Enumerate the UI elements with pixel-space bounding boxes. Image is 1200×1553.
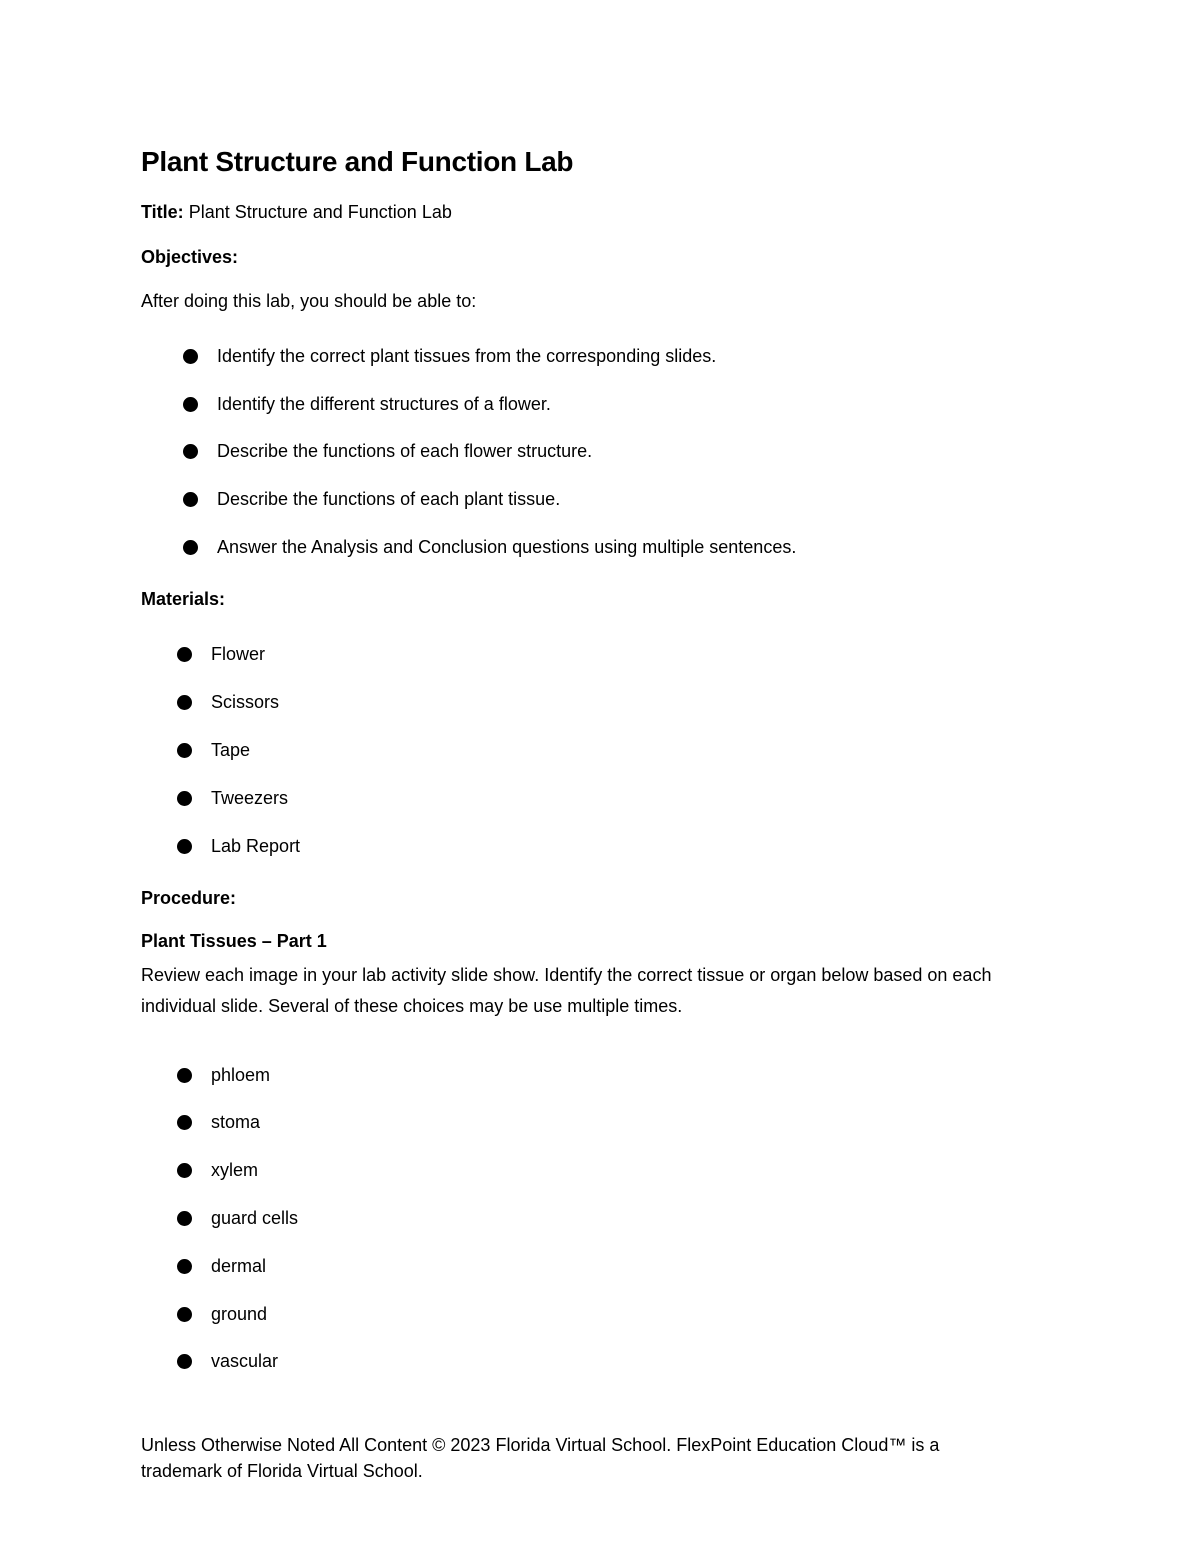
procedure-heading: Procedure: (141, 888, 237, 908)
material-text: Lab Report (211, 836, 301, 856)
material-item (177, 642, 265, 666)
tissue-choice-text: vascular (211, 1351, 279, 1371)
material-item (177, 738, 250, 762)
tissue-choice-text: dermal (211, 1256, 267, 1276)
objective-item (183, 392, 551, 416)
bullet-icon (177, 743, 192, 758)
tissue-choice-item (177, 1110, 260, 1134)
materials-heading: Materials: (141, 589, 226, 609)
tissue-choice-text: xylem (211, 1160, 259, 1180)
tissue-choice-item (177, 1302, 267, 1326)
tissue-choice-text: guard cells (211, 1208, 299, 1228)
material-item (177, 834, 300, 858)
objective-text: Identify the correct plant tissues from the corresponding slides. (217, 346, 717, 366)
title-label: Title: (141, 202, 184, 222)
material-text: Tweezers (211, 788, 289, 808)
bullet-icon (183, 397, 198, 412)
material-text: Scissors (211, 692, 280, 712)
bullet-icon (177, 1115, 192, 1130)
tissue-choice-item (177, 1254, 266, 1278)
title-line (141, 200, 452, 224)
objective-item (183, 487, 560, 511)
objective-item (183, 439, 592, 463)
objective-text: Answer the Analysis and Conclusion questions using multiple sentences. (217, 537, 797, 557)
material-text: Tape (211, 740, 251, 760)
bullet-icon (177, 1259, 192, 1274)
objective-text: Describe the functions of each flower structure. (217, 441, 593, 461)
tissue-choice-item (177, 1063, 270, 1087)
objective-text: Identify the different structures of a flower. (217, 394, 551, 414)
tissue-choice-item (177, 1158, 258, 1182)
bullet-icon (183, 444, 198, 459)
bullet-icon (177, 1068, 192, 1083)
bullet-icon (183, 349, 198, 364)
copyright-footer: Unless Otherwise Noted All Content © 2023 Florida Virtual School. FlexPoint Education Cloud™ is a trademark of Florida Virtual School. (141, 1435, 940, 1481)
objective-item (183, 344, 716, 368)
bullet-icon (177, 791, 192, 806)
page-title: Plant Structure and Function Lab (141, 146, 574, 177)
bullet-icon (177, 695, 192, 710)
title-value: Plant Structure and Function Lab (188, 202, 452, 222)
tissue-choice-item (177, 1206, 298, 1230)
tissue-choice-text: phloem (211, 1065, 271, 1085)
tissue-choice-text: stoma (211, 1112, 261, 1132)
bullet-icon (177, 1307, 192, 1322)
tissue-choice-item (177, 1349, 278, 1373)
bullet-icon (177, 839, 192, 854)
objective-item (183, 535, 796, 559)
objectives-heading: Objectives: (141, 247, 239, 267)
bullet-icon (183, 540, 198, 555)
bullet-icon (177, 647, 192, 662)
material-item (177, 786, 288, 810)
part1-heading: Plant Tissues – Part 1 (141, 931, 327, 951)
tissue-choice-text: ground (211, 1304, 268, 1324)
objective-text: Describe the functions of each plant tissue. (217, 489, 561, 509)
bullet-icon (177, 1354, 192, 1369)
bullet-icon (177, 1163, 192, 1178)
material-text: Flower (211, 644, 266, 664)
bullet-icon (183, 492, 198, 507)
part1-instructions: Review each image in your lab activity slide show. Identify the correct tissue or organ below based on each individual slide. Several of these choices may be use multiple times. (141, 965, 992, 1016)
material-item (177, 690, 279, 714)
objectives-intro: After doing this lab, you should be able to: (141, 291, 477, 311)
bullet-icon (177, 1211, 192, 1226)
